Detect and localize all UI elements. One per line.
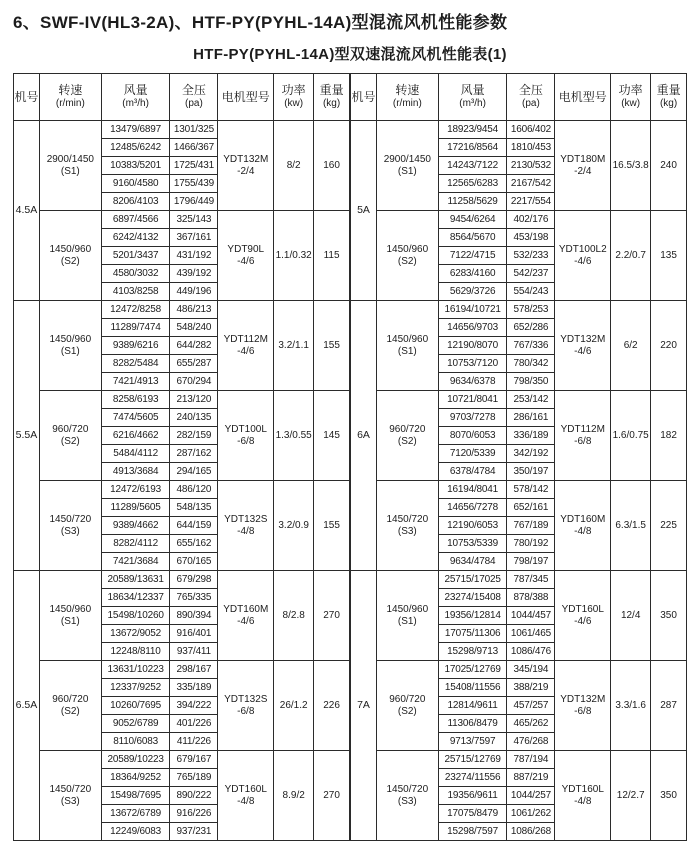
- pressure-cell: 890/394: [170, 607, 218, 625]
- pressure-cell: 878/388: [507, 589, 555, 607]
- flow-cell: 23274/15408: [438, 589, 507, 607]
- col-header-motor: 电机型号: [218, 74, 274, 121]
- flow-cell: 15298/9713: [438, 643, 507, 661]
- pressure-cell: 1466/367: [170, 139, 218, 157]
- pressure-cell: 253/142: [507, 391, 555, 409]
- pressure-cell: 780/192: [507, 535, 555, 553]
- pressure-cell: 1810/453: [507, 139, 555, 157]
- power-cell: 12/4: [611, 571, 651, 661]
- col-header-pressure: 全压 (pa): [507, 74, 555, 121]
- flow-cell: 18634/12337: [101, 589, 170, 607]
- pressure-cell: 342/192: [507, 445, 555, 463]
- pressure-cell: 325/143: [170, 211, 218, 229]
- weight-cell: 135: [651, 211, 687, 301]
- weight-cell: 155: [314, 301, 350, 391]
- model-cell: 5A: [351, 121, 377, 301]
- pressure-cell: 2217/554: [507, 193, 555, 211]
- col-header-flow: 风量 (m³/h): [438, 74, 507, 121]
- motor-cell: YDT180M -2/4: [555, 121, 611, 211]
- model-cell: 7A: [351, 571, 377, 841]
- pressure-cell: 388/219: [507, 679, 555, 697]
- pressure-cell: 1061/465: [507, 625, 555, 643]
- flow-cell: 12248/8110: [101, 643, 170, 661]
- power-cell: 3.2/0.9: [274, 481, 314, 571]
- flow-cell: 13631/10223: [101, 661, 170, 679]
- motor-cell: YDT112M -6/8: [555, 391, 611, 481]
- flow-cell: 5201/3437: [101, 247, 170, 265]
- motor-cell: YDT132S -4/8: [218, 481, 274, 571]
- col-header-power: 功率 (kw): [611, 74, 651, 121]
- pressure-cell: 787/194: [507, 751, 555, 769]
- flow-cell: 20589/10223: [101, 751, 170, 769]
- table-row: [351, 571, 687, 589]
- flow-cell: 11289/5605: [101, 499, 170, 517]
- power-cell: 3.2/1.1: [274, 301, 314, 391]
- col-header-speed: 转速 (r/min): [39, 74, 101, 121]
- speed-cell: 1450/960 (S1): [39, 301, 101, 391]
- flow-cell: 15498/7695: [101, 787, 170, 805]
- flow-cell: 8258/6193: [101, 391, 170, 409]
- flow-cell: 15298/7597: [438, 823, 507, 841]
- pressure-cell: 767/336: [507, 337, 555, 355]
- flow-cell: 8110/6083: [101, 733, 170, 751]
- pressure-cell: 887/219: [507, 769, 555, 787]
- header-row: [14, 74, 350, 121]
- flow-cell: 11306/8479: [438, 715, 507, 733]
- power-cell: 6/2: [611, 301, 651, 391]
- pressure-cell: 554/243: [507, 283, 555, 301]
- flow-cell: 6897/4566: [101, 211, 170, 229]
- pressure-cell: 937/411: [170, 643, 218, 661]
- pressure-cell: 402/176: [507, 211, 555, 229]
- speed-cell: 2900/1450 (S1): [39, 121, 101, 211]
- flow-cell: 7474/5605: [101, 409, 170, 427]
- pressure-cell: 345/194: [507, 661, 555, 679]
- pressure-cell: 655/162: [170, 535, 218, 553]
- flow-cell: 12337/9252: [101, 679, 170, 697]
- flow-cell: 10721/8041: [438, 391, 507, 409]
- pressure-cell: 548/240: [170, 319, 218, 337]
- flow-cell: 17075/11306: [438, 625, 507, 643]
- flow-cell: 8564/5670: [438, 229, 507, 247]
- flow-cell: 14656/9703: [438, 319, 507, 337]
- pressure-cell: 287/162: [170, 445, 218, 463]
- header-row: [351, 74, 687, 121]
- table-row: [14, 481, 350, 499]
- table-row: [351, 481, 687, 499]
- motor-cell: YDT100L2 -4/6: [555, 211, 611, 301]
- motor-cell: YDT132M -2/4: [218, 121, 274, 211]
- pressure-cell: 457/257: [507, 697, 555, 715]
- pressure-cell: 439/192: [170, 265, 218, 283]
- pressure-cell: 916/226: [170, 805, 218, 823]
- motor-cell: YDT160L -4/8: [218, 751, 274, 841]
- pressure-cell: 2167/542: [507, 175, 555, 193]
- pressure-cell: 2130/532: [507, 157, 555, 175]
- pressure-cell: 548/135: [170, 499, 218, 517]
- flow-cell: 4580/3032: [101, 265, 170, 283]
- table-row: [14, 571, 350, 589]
- power-cell: 8.9/2: [274, 751, 314, 841]
- power-cell: 8/2: [274, 121, 314, 211]
- weight-cell: 155: [314, 481, 350, 571]
- pressure-cell: 336/189: [507, 427, 555, 445]
- pressure-cell: 335/189: [170, 679, 218, 697]
- pressure-cell: 787/345: [507, 571, 555, 589]
- weight-cell: 182: [651, 391, 687, 481]
- pressure-cell: 486/213: [170, 301, 218, 319]
- power-cell: 1.3/0.55: [274, 391, 314, 481]
- pressure-cell: 1044/457: [507, 607, 555, 625]
- weight-cell: 350: [651, 571, 687, 661]
- flow-cell: 25715/17025: [438, 571, 507, 589]
- weight-cell: 115: [314, 211, 350, 301]
- pressure-cell: 916/401: [170, 625, 218, 643]
- flow-cell: 9389/6216: [101, 337, 170, 355]
- flow-cell: 9052/6789: [101, 715, 170, 733]
- pressure-cell: 431/192: [170, 247, 218, 265]
- motor-cell: YDT132M -4/6: [555, 301, 611, 391]
- flow-cell: 10260/7695: [101, 697, 170, 715]
- pressure-cell: 542/237: [507, 265, 555, 283]
- pressure-cell: 350/197: [507, 463, 555, 481]
- pressure-cell: 294/165: [170, 463, 218, 481]
- flow-cell: 16194/10721: [438, 301, 507, 319]
- motor-cell: YDT100L -6/8: [218, 391, 274, 481]
- pressure-cell: 532/233: [507, 247, 555, 265]
- power-cell: 3.3/1.6: [611, 661, 651, 751]
- flow-cell: 5484/4112: [101, 445, 170, 463]
- flow-cell: 23274/11556: [438, 769, 507, 787]
- speed-cell: 1450/720 (S3): [39, 481, 101, 571]
- col-header-weight: 重量 (kg): [314, 74, 350, 121]
- flow-cell: 9634/6378: [438, 373, 507, 391]
- speed-cell: 960/720 (S2): [376, 391, 438, 481]
- pressure-cell: 1086/476: [507, 643, 555, 661]
- flow-cell: 14243/7122: [438, 157, 507, 175]
- pressure-cell: 453/198: [507, 229, 555, 247]
- speed-cell: 1450/960 (S1): [376, 571, 438, 661]
- flow-cell: 10383/5201: [101, 157, 170, 175]
- model-cell: 5.5A: [14, 301, 40, 571]
- pressure-cell: 298/167: [170, 661, 218, 679]
- flow-cell: 25715/12769: [438, 751, 507, 769]
- flow-cell: 6378/4784: [438, 463, 507, 481]
- flow-cell: 9634/4784: [438, 553, 507, 571]
- pressure-cell: 449/196: [170, 283, 218, 301]
- table-row: [351, 301, 687, 319]
- pressure-cell: 282/159: [170, 427, 218, 445]
- motor-cell: YDT112M -4/6: [218, 301, 274, 391]
- model-cell: 6A: [351, 301, 377, 571]
- motor-cell: YDT132M -6/8: [555, 661, 611, 751]
- weight-cell: 160: [314, 121, 350, 211]
- flow-cell: 7421/4913: [101, 373, 170, 391]
- flow-cell: 8206/4103: [101, 193, 170, 211]
- weight-cell: 225: [651, 481, 687, 571]
- flow-cell: 9703/7278: [438, 409, 507, 427]
- flow-cell: 7421/3684: [101, 553, 170, 571]
- pressure-cell: 286/161: [507, 409, 555, 427]
- pressure-cell: 767/189: [507, 517, 555, 535]
- pressure-cell: 1044/257: [507, 787, 555, 805]
- pressure-cell: 765/189: [170, 769, 218, 787]
- pressure-cell: 644/282: [170, 337, 218, 355]
- flow-cell: 12565/6283: [438, 175, 507, 193]
- flow-cell: 7122/4715: [438, 247, 507, 265]
- flow-cell: 13672/9052: [101, 625, 170, 643]
- flow-cell: 11289/7474: [101, 319, 170, 337]
- pressure-cell: 1755/439: [170, 175, 218, 193]
- pressure-cell: 652/286: [507, 319, 555, 337]
- weight-cell: 287: [651, 661, 687, 751]
- power-cell: 26/1.2: [274, 661, 314, 751]
- flow-cell: 9713/7597: [438, 733, 507, 751]
- flow-cell: 12472/8258: [101, 301, 170, 319]
- pressure-cell: 1796/449: [170, 193, 218, 211]
- pressure-cell: 486/120: [170, 481, 218, 499]
- flow-cell: 4103/8258: [101, 283, 170, 301]
- speed-cell: 2900/1450 (S1): [376, 121, 438, 211]
- flow-cell: 17025/12769: [438, 661, 507, 679]
- pressure-cell: 655/287: [170, 355, 218, 373]
- pressure-cell: 679/298: [170, 571, 218, 589]
- pressure-cell: 1725/431: [170, 157, 218, 175]
- pressure-cell: 679/167: [170, 751, 218, 769]
- pressure-cell: 578/142: [507, 481, 555, 499]
- pressure-cell: 1606/402: [507, 121, 555, 139]
- flow-cell: 12249/6083: [101, 823, 170, 841]
- table-row: [14, 751, 350, 769]
- table-row: [351, 661, 687, 679]
- pressure-cell: 798/197: [507, 553, 555, 571]
- col-header-speed: 转速 (r/min): [376, 74, 438, 121]
- speed-cell: 1450/720 (S3): [39, 751, 101, 841]
- power-cell: 2.2/0.7: [611, 211, 651, 301]
- table-row: [351, 121, 687, 139]
- table-row: [14, 301, 350, 319]
- pressure-cell: 401/226: [170, 715, 218, 733]
- flow-cell: 12190/6053: [438, 517, 507, 535]
- flow-cell: 18364/9252: [101, 769, 170, 787]
- weight-cell: 350: [651, 751, 687, 841]
- weight-cell: 270: [314, 751, 350, 841]
- weight-cell: 220: [651, 301, 687, 391]
- page-title: 6、SWF-IV(HL3-2A)、HTF-PY(PYHL-14A)型混流风机性能参数: [13, 13, 508, 32]
- flow-cell: 19356/12814: [438, 607, 507, 625]
- table-row: [351, 211, 687, 229]
- pressure-cell: 765/335: [170, 589, 218, 607]
- speed-cell: 960/720 (S2): [39, 661, 101, 751]
- col-header-model: 机号: [351, 74, 377, 121]
- col-header-motor: 电机型号: [555, 74, 611, 121]
- flow-cell: 20589/13631: [101, 571, 170, 589]
- pressure-cell: 394/222: [170, 697, 218, 715]
- flow-cell: 17075/8479: [438, 805, 507, 823]
- col-header-weight: 重量 (kg): [651, 74, 687, 121]
- flow-cell: 12472/6193: [101, 481, 170, 499]
- pressure-cell: 1061/262: [507, 805, 555, 823]
- pressure-cell: 652/161: [507, 499, 555, 517]
- pressure-cell: 670/294: [170, 373, 218, 391]
- flow-cell: 9160/4580: [101, 175, 170, 193]
- pressure-cell: 780/342: [507, 355, 555, 373]
- flow-cell: 9454/6264: [438, 211, 507, 229]
- flow-cell: 13479/6897: [101, 121, 170, 139]
- flow-cell: 8282/5484: [101, 355, 170, 373]
- speed-cell: 1450/720 (S3): [376, 481, 438, 571]
- table-row: [14, 211, 350, 229]
- motor-cell: YDT160L -4/6: [555, 571, 611, 661]
- speed-cell: 1450/960 (S2): [376, 211, 438, 301]
- flow-cell: 13672/6789: [101, 805, 170, 823]
- speed-cell: 1450/720 (S3): [376, 751, 438, 841]
- performance-table-left: [13, 73, 350, 841]
- flow-cell: 8282/4112: [101, 535, 170, 553]
- table-subtitle: HTF-PY(PYHL-14A)型双速混流风机性能表(1): [193, 46, 507, 63]
- performance-table-right: [350, 73, 687, 841]
- pressure-cell: 890/222: [170, 787, 218, 805]
- flow-cell: 10753/7120: [438, 355, 507, 373]
- speed-cell: 1450/960 (S1): [376, 301, 438, 391]
- pressure-cell: 476/268: [507, 733, 555, 751]
- motor-cell: YDT132S -6/8: [218, 661, 274, 751]
- power-cell: 8/2.8: [274, 571, 314, 661]
- pressure-cell: 644/159: [170, 517, 218, 535]
- weight-cell: 240: [651, 121, 687, 211]
- flow-cell: 12814/9611: [438, 697, 507, 715]
- power-cell: 1.1/0.32: [274, 211, 314, 301]
- motor-cell: YDT90L -4/6: [218, 211, 274, 301]
- table-row: [14, 121, 350, 139]
- flow-cell: 6242/4132: [101, 229, 170, 247]
- motor-cell: YDT160M -4/8: [555, 481, 611, 571]
- model-cell: 4.5A: [14, 121, 40, 301]
- flow-cell: 12485/6242: [101, 139, 170, 157]
- pressure-cell: 1086/268: [507, 823, 555, 841]
- pressure-cell: 1301/325: [170, 121, 218, 139]
- flow-cell: 11258/5629: [438, 193, 507, 211]
- pressure-cell: 465/262: [507, 715, 555, 733]
- pressure-cell: 578/253: [507, 301, 555, 319]
- speed-cell: 960/720 (S2): [376, 661, 438, 751]
- power-cell: 6.3/1.5: [611, 481, 651, 571]
- pressure-cell: 937/231: [170, 823, 218, 841]
- flow-cell: 12190/8070: [438, 337, 507, 355]
- power-cell: 12/2.7: [611, 751, 651, 841]
- col-header-power: 功率 (kw): [274, 74, 314, 121]
- table-row: [14, 661, 350, 679]
- pressure-cell: 670/165: [170, 553, 218, 571]
- flow-cell: 19356/9611: [438, 787, 507, 805]
- power-cell: 16.5/3.8: [611, 121, 651, 211]
- col-header-flow: 风量 (m³/h): [101, 74, 170, 121]
- flow-cell: 10753/5339: [438, 535, 507, 553]
- flow-cell: 5629/3726: [438, 283, 507, 301]
- speed-cell: 1450/960 (S1): [39, 571, 101, 661]
- flow-cell: 17216/8564: [438, 139, 507, 157]
- flow-cell: 16194/8041: [438, 481, 507, 499]
- table-row: [351, 751, 687, 769]
- speed-cell: 1450/960 (S2): [39, 211, 101, 301]
- pressure-cell: 240/135: [170, 409, 218, 427]
- flow-cell: 15498/10260: [101, 607, 170, 625]
- weight-cell: 270: [314, 571, 350, 661]
- flow-cell: 6216/4662: [101, 427, 170, 445]
- pressure-cell: 367/161: [170, 229, 218, 247]
- flow-cell: 14656/7278: [438, 499, 507, 517]
- weight-cell: 145: [314, 391, 350, 481]
- flow-cell: 8070/6053: [438, 427, 507, 445]
- model-cell: 6.5A: [14, 571, 40, 841]
- flow-cell: 9389/4662: [101, 517, 170, 535]
- flow-cell: 4913/3684: [101, 463, 170, 481]
- pressure-cell: 213/120: [170, 391, 218, 409]
- weight-cell: 226: [314, 661, 350, 751]
- flow-cell: 18923/9454: [438, 121, 507, 139]
- flow-cell: 7120/5339: [438, 445, 507, 463]
- pressure-cell: 411/226: [170, 733, 218, 751]
- table-row: [351, 391, 687, 409]
- col-header-model: 机号: [14, 74, 40, 121]
- power-cell: 1.6/0.75: [611, 391, 651, 481]
- col-header-pressure: 全压 (pa): [170, 74, 218, 121]
- flow-cell: 15408/11556: [438, 679, 507, 697]
- flow-cell: 6283/4160: [438, 265, 507, 283]
- speed-cell: 960/720 (S2): [39, 391, 101, 481]
- table-row: [14, 391, 350, 409]
- performance-tables: [13, 73, 687, 841]
- motor-cell: YDT160M -4/6: [218, 571, 274, 661]
- pressure-cell: 798/350: [507, 373, 555, 391]
- motor-cell: YDT160L -4/8: [555, 751, 611, 841]
